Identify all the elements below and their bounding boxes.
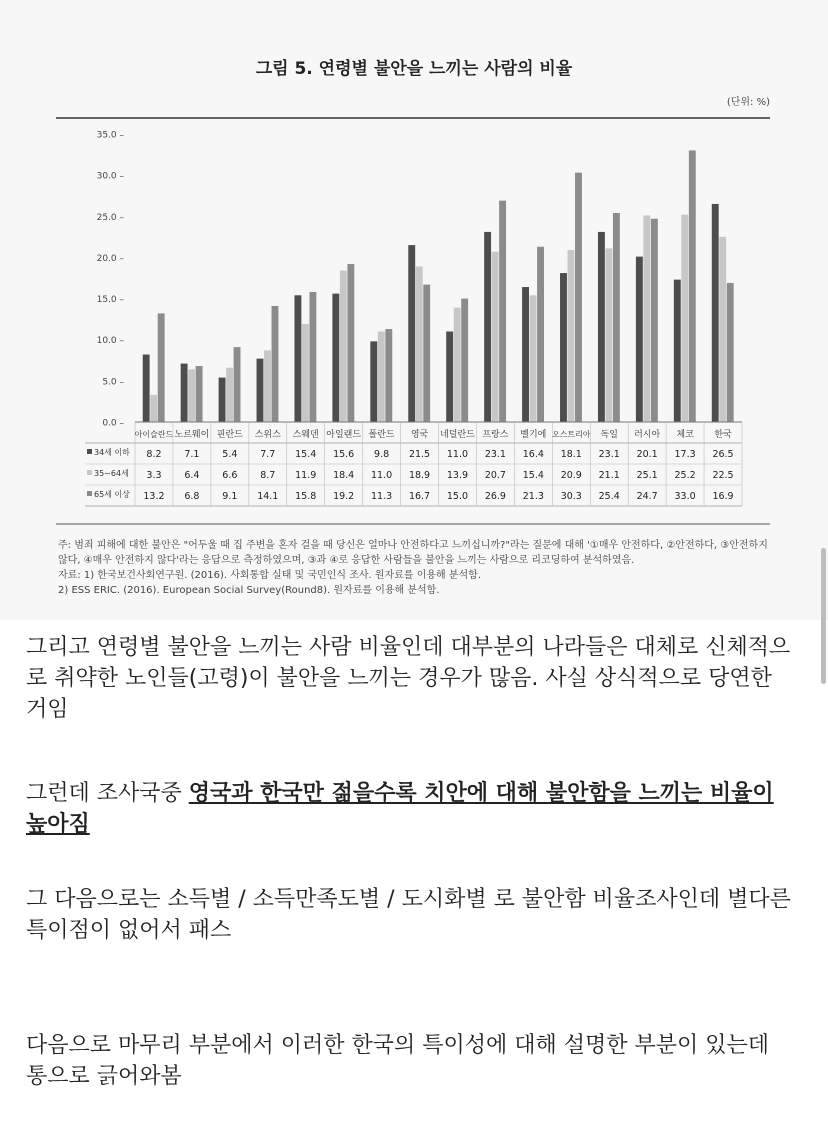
value-label: 25.2 (674, 470, 696, 481)
bar (272, 306, 279, 422)
value-label: 14.1 (257, 491, 279, 502)
bar (226, 368, 233, 422)
bar (499, 201, 506, 422)
bar (605, 248, 612, 422)
category-label: 한국 (714, 430, 732, 440)
bar (484, 232, 491, 422)
note-line: 자료: 1) 한국보건사회연구원. (2016). 사회통합 실태 및 국민인식 조사. 원자료를 이용해 분석함. (58, 570, 482, 581)
y-tick-label: 30.0 – (96, 171, 124, 182)
bar (408, 245, 415, 422)
bar (332, 294, 339, 422)
bar (309, 292, 316, 422)
value-label: 33.0 (674, 491, 696, 502)
bar (347, 264, 354, 422)
bar (370, 341, 377, 422)
value-label: 21.5 (408, 449, 431, 460)
y-tick-label: 10.0 – (96, 336, 124, 347)
bar (188, 369, 195, 422)
bar (378, 331, 385, 422)
category-label: 노르웨이 (174, 430, 210, 440)
bar (560, 273, 567, 422)
bar (712, 204, 719, 422)
value-label: 17.3 (674, 449, 696, 460)
bar (492, 252, 499, 422)
value-label: 3.3 (146, 470, 162, 481)
y-tick-label: 5.0 – (102, 377, 124, 388)
bar (150, 395, 157, 422)
bar (302, 324, 309, 422)
category-label: 러시아 (634, 430, 661, 440)
bar (294, 295, 301, 422)
bar (257, 359, 264, 422)
post-paragraph-3: 그 다음으로는 소득별 / 소득만족도별 / 도시화별 로 불안함 비율조사인데 별다른 특이점이 없어서 패스 (26, 887, 791, 943)
value-label: 22.5 (712, 470, 734, 481)
category-label: 프랑스 (482, 430, 509, 440)
value-label: 8.7 (260, 470, 276, 481)
note-line: 2) ESS ERIC. (2016). European Social Survey(Round8). 원자료를 이용해 분석함. (58, 585, 440, 596)
value-label: 6.8 (184, 491, 200, 502)
value-label: 26.5 (712, 449, 734, 460)
chart-notes (58, 538, 778, 598)
post-paragraph-4: 다음으로 마무리 부분에서 이러한 한국의 특이성에 대해 설명한 부분이 있는데 통으로 긁어와봄 (26, 1033, 770, 1089)
bar (522, 287, 529, 422)
value-label: 13.2 (143, 491, 165, 502)
bar (651, 219, 658, 422)
value-label: 8.2 (146, 449, 162, 460)
bar (446, 331, 453, 422)
value-label: 25.1 (636, 470, 658, 481)
legend-swatch (87, 491, 92, 496)
value-label: 11.0 (446, 449, 469, 460)
value-label: 15.6 (333, 449, 355, 460)
value-label: 6.6 (222, 470, 238, 481)
value-label: 13.9 (446, 470, 469, 481)
category-label: 네덜란드 (440, 430, 475, 440)
y-tick-label: 0.0 – (102, 418, 124, 429)
legend-swatch (87, 470, 92, 475)
value-label: 30.3 (560, 491, 582, 502)
post-emphasis: 영국과 한국만 젊을수록 치안에 대해 불안함을 느끼는 비율이 높아짐 (26, 781, 774, 837)
value-label: 20.7 (484, 470, 506, 481)
value-label: 16.9 (712, 491, 734, 502)
bar (234, 347, 241, 422)
bar (158, 313, 165, 422)
value-label: 9.1 (222, 491, 238, 502)
value-label: 11.9 (295, 470, 317, 481)
bar (719, 237, 726, 422)
y-tick-label: 25.0 – (96, 212, 124, 223)
category-label: 독일 (600, 430, 618, 440)
category-label: 오스트리아 (551, 430, 591, 439)
bar (530, 295, 537, 422)
value-label: 26.9 (484, 491, 506, 502)
bar (674, 280, 681, 422)
bar (454, 308, 461, 422)
legend-label: 35~64세 (94, 469, 129, 478)
value-label: 15.4 (522, 470, 544, 481)
bar (643, 215, 650, 422)
category-label: 폴란드 (368, 430, 395, 440)
chart-unit: (단위: %) (726, 97, 770, 108)
value-label: 19.2 (333, 491, 355, 502)
category-label: 스위스 (254, 430, 281, 440)
value-label: 23.1 (598, 449, 620, 460)
value-label: 25.4 (598, 491, 620, 502)
bar (196, 366, 203, 422)
value-label: 18.4 (333, 470, 355, 481)
y-tick-label: 15.0 – (96, 295, 124, 306)
scrollbar[interactable] (821, 548, 826, 684)
category-label: 아이슬란드 (134, 430, 174, 439)
bar (636, 257, 643, 422)
value-label: 20.9 (560, 470, 582, 481)
bar (537, 247, 544, 422)
bar (461, 299, 468, 422)
bar (340, 271, 347, 422)
value-label: 23.1 (484, 449, 506, 460)
value-label: 15.4 (295, 449, 317, 460)
value-label: 21.3 (522, 491, 544, 502)
bar-chart (0, 0, 828, 530)
bar (568, 250, 575, 422)
bar (416, 266, 423, 422)
category-label: 스웨덴 (292, 430, 319, 440)
legend-label: 65세 이상 (94, 490, 130, 499)
bar (264, 350, 271, 422)
value-label: 7.7 (260, 449, 276, 460)
value-label: 15.0 (446, 491, 469, 502)
bar (143, 355, 150, 422)
value-label: 11.0 (371, 470, 393, 481)
bar (181, 364, 188, 422)
bar (613, 213, 620, 422)
y-tick-label: 20.0 – (96, 253, 124, 264)
value-label: 18.9 (408, 470, 431, 481)
value-label: 11.3 (371, 491, 393, 502)
bar (423, 285, 430, 422)
value-label: 16.7 (408, 491, 431, 502)
value-label: 20.1 (636, 449, 658, 460)
value-label: 21.1 (598, 470, 620, 481)
category-label: 벨기에 (520, 430, 547, 440)
category-label: 체코 (676, 430, 694, 440)
y-tick-label: 35.0 – (96, 130, 124, 141)
note-line: 주: 범죄 피해에 대한 불안은 "어두울 때 집 주변을 혼자 걸을 때 당신은 얼마나 안전하다고 느끼십니까?"라는 질문에 대해 '①매우 안전하다, ②안전하다, ③안전하지 (58, 540, 768, 551)
post-paragraph-2 (26, 778, 796, 840)
post-paragraph-2-prefix: 그런데 조사국중 (26, 781, 189, 806)
value-label: 16.4 (522, 449, 544, 460)
value-label: 24.7 (636, 491, 658, 502)
bar (575, 173, 582, 422)
value-label: 18.1 (560, 449, 582, 460)
bar (681, 215, 688, 422)
post-paragraph-1: 그리고 연령별 불안을 느끼는 사람 비율인데 대부분의 나라들은 대체로 신체적으로 취약한 노인들(고령)이 불안을 느끼는 경우가 많음. 사실 상식적으로 당연한 거임 (26, 635, 791, 722)
value-label: 9.8 (374, 449, 390, 460)
category-label: 아일랜드 (326, 430, 362, 440)
bar (689, 150, 696, 422)
bar (727, 283, 734, 422)
value-label: 6.4 (184, 470, 200, 481)
legend-label: 34세 이하 (94, 448, 130, 457)
category-label: 핀란드 (216, 430, 243, 440)
bar (385, 329, 392, 422)
value-label: 5.4 (222, 449, 238, 460)
value-label: 15.8 (295, 491, 317, 502)
bar (598, 232, 605, 422)
legend-swatch (87, 449, 92, 454)
note-line: 않다, ④매우 안전하지 않다'라는 응답으로 측정하였으며, ③과 ④로 응답한 사람들을 불안을 느끼는 사람으로 리코딩하여 분석하였음. (58, 555, 635, 566)
value-label: 7.1 (184, 449, 200, 460)
category-label: 영국 (410, 430, 429, 440)
chart-title: 그림 5. 연령별 불안을 느끼는 사람의 비율 (255, 59, 573, 79)
bar (219, 378, 226, 422)
